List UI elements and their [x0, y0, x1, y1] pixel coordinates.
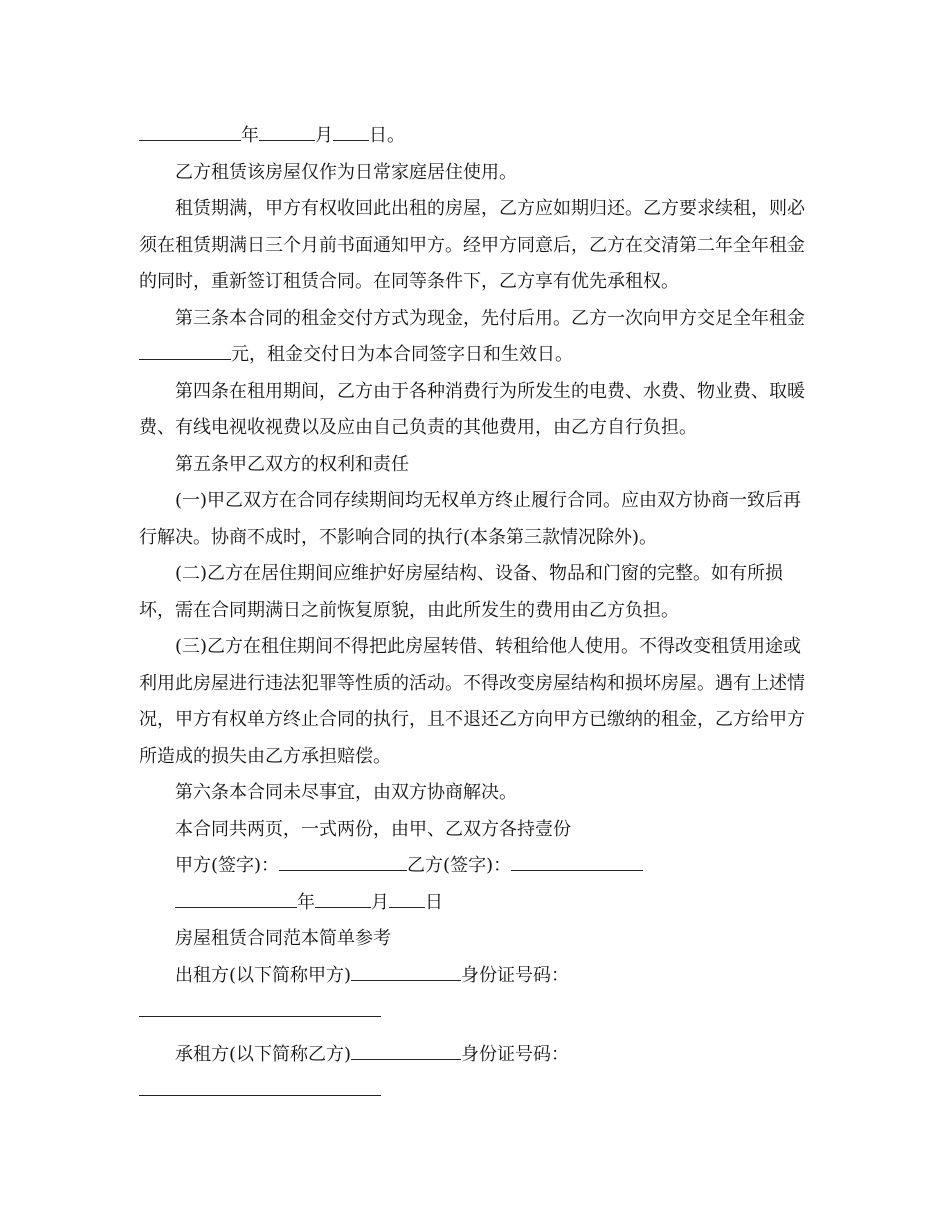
blank-lessee-name	[351, 1037, 461, 1060]
blank-lessor-id	[139, 994, 811, 1031]
date-line: 年 月 日。	[139, 118, 811, 155]
blank-year	[139, 118, 241, 141]
blank-lessee-id	[139, 1073, 811, 1110]
lessor-line: 出租方(以下简称甲方) 身份证号码：	[139, 958, 811, 995]
clause-5-item-2: (二)乙方在居住期间应维护好房屋结构、设备、物品和门窗的完整。如有所损坏，需在合同期满日之前恢复原貌，由此所发生的费用由乙方负担。	[139, 563, 784, 621]
blank-party-b-signature	[511, 848, 643, 871]
clause-5-title: 第五条甲乙双方的权利和责任	[175, 453, 409, 475]
blank-rent-amount	[139, 337, 231, 360]
lessee-line: 承租方(以下简称乙方) 身份证号码：	[139, 1037, 811, 1074]
copies-note: 本合同共两页，一式两份，由甲、乙双方各持壹份	[175, 818, 571, 840]
blank-month	[259, 118, 315, 141]
signature-line: 甲方(签字)： 乙方(签字)：	[139, 848, 811, 885]
blank-year	[175, 885, 297, 908]
signature-date-line: 年 月 日	[139, 885, 811, 922]
clause-renewal: 租赁期满，甲方有权收回此出租的房屋，乙方应如期归还。乙方要求续租，则必须在租赁期满日三个月前书面通知甲方。经甲方同意后，乙方在交清第二年全年租金的同时，重新签订租赁合同。在同等条件下，乙方享有优先承租权。	[139, 198, 805, 292]
clause-5-item-3: (三)乙方在租住期间不得把此房屋转借、转租给他人使用。不得改变租赁用途或利用此房屋进行违法犯罪等性质的活动。不得改变房屋结构和损坏房屋。遇有上述情况，甲方有权单方终止合同的执行，且不退还乙方向甲方已缴纳的租金，乙方给甲方所造成的损失由乙方承担赔偿。	[139, 636, 805, 767]
clause-usage: 乙方租赁该房屋仅作为日常家庭居住使用。	[175, 161, 517, 183]
blank-month	[315, 885, 371, 908]
clause-6: 第六条本合同未尽事宜，由双方协商解决。	[175, 782, 517, 803]
clause-4-fees: 第四条在租用期间，乙方由于各种消费行为所发生的电费、水费、物业费、取暖费、有线电视收视费以及应由自己负责的其他费用，由乙方自行负担。	[139, 380, 805, 438]
blank-lessor-name	[351, 958, 461, 981]
clause-5-item-1: (一)甲乙双方在合同存续期间均无权单方终止履行合同。应由双方协商一致后再行解决。协商不成时，不影响合同的执行(本条第三款情况除外)。	[139, 490, 802, 548]
clause-3-payment: 第三条本合同的租金交付方式为现金，先付后用。乙方一次向甲方交足全年租金元，租金交付日为本合同签字日和生效日。	[139, 301, 811, 374]
blank-day	[389, 885, 425, 908]
reference-title: 房屋租赁合同范本简单参考	[175, 928, 391, 949]
document-body	[139, 118, 811, 1110]
blank-day	[333, 118, 369, 141]
blank-party-a-signature	[279, 848, 407, 871]
